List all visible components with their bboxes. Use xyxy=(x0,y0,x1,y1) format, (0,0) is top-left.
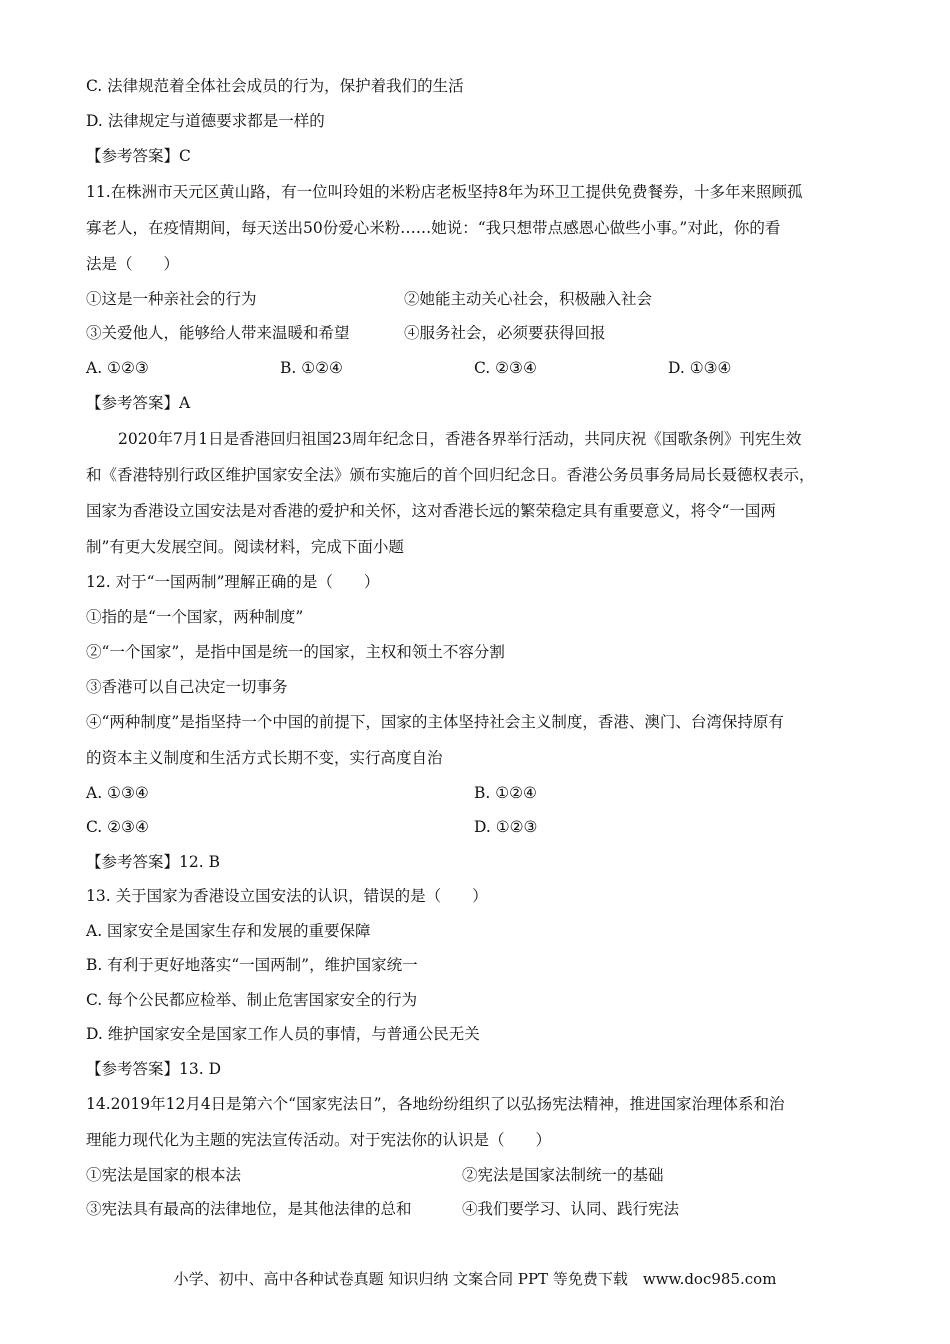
material-line3: 国家为香港设立国安法是对香港的爱护和关怀，这对香港长远的繁荣稳定具有重要意义，将令“一国两 xyxy=(86,502,776,520)
question-12-statement-1: ①指的是“一个国家，两种制度” xyxy=(86,608,304,626)
statement-3: ③关爱他人，能够给人带来温暖和希望 xyxy=(86,324,350,342)
material-line4: 制”有更大发展空间。阅读材料，完成下面小题 xyxy=(86,538,404,556)
material-line2: 和《香港特别行政区维护国家安全法》颁布实施后的首个回归纪念日。香港公务员事务局局长聂德权表示， xyxy=(86,466,815,484)
statement-2: ②宪法是国家法制统一的基础 xyxy=(462,1166,664,1184)
answer-13: 【参考答案】13. D xyxy=(86,1060,222,1078)
question-12: 12. 对于“一国两制”理解正确的是（ ） xyxy=(86,573,380,591)
answer-10: 【参考答案】C xyxy=(86,147,191,165)
answer-11: 【参考答案】A xyxy=(86,394,191,412)
question-12-statement-3: ③香港可以自己决定一切事务 xyxy=(86,678,288,696)
question-13: 13. 关于国家为香港设立国安法的认识，错误的是（ ） xyxy=(86,887,488,905)
statement-1: ①宪法是国家的根本法 xyxy=(86,1166,242,1184)
statement-3: ③宪法具有最高的法律地位，是其他法律的总和 xyxy=(86,1200,412,1218)
statement-2: ②她能主动关心社会，积极融入社会 xyxy=(404,290,653,308)
question-13-choice-b: B. 有利于更好地落实“一国两制”，维护国家统一 xyxy=(86,956,418,974)
choice-d: D. ①②③ xyxy=(474,818,538,836)
option-c-text: C. 法律规范着全体社会成员的行为，保护着我们的生活 xyxy=(86,77,464,95)
choice-b: B. ①②④ xyxy=(280,359,343,377)
question-11-line2: 寡老人，在疫情期间，每天送出50份爱心米粉……她说：“我只想带点感恩心做些小事。”对此，你的看 xyxy=(86,219,781,237)
material-line1: 2020年7月1日是香港回归祖国23周年纪念日，香港各界举行活动，共同庆祝《国歌条例》刊宪生效 xyxy=(118,430,802,448)
statement-4: ④我们要学习、认同、践行宪法 xyxy=(462,1200,680,1218)
answer-12: 【参考答案】12. B xyxy=(86,853,220,871)
option-d-text: D. 法律规定与道德要求都是一样的 xyxy=(86,112,325,130)
question-11-line1: 11.在株洲市天元区黄山路，有一位叫玲姐的米粉店老板坚持8年为环卫工提供免费餐券，十多年来照顾孤 xyxy=(86,183,803,201)
question-12-statement-4-line1: ④“两种制度”是指坚持一个中国的前提下，国家的主体坚持社会主义制度，香港、澳门、台湾保持原有 xyxy=(86,713,784,731)
question-13-choice-d: D. 维护国家安全是国家工作人员的事情，与普通公民无关 xyxy=(86,1025,480,1043)
question-12-statement-2: ②“一个国家”，是指中国是统一的国家，主权和领土不容分割 xyxy=(86,643,505,661)
choice-a: A. ①③④ xyxy=(86,784,149,802)
question-14-line1: 14.2019年12月4日是第六个“国家宪法日”，各地纷纷组织了以弘扬宪法精神，推进国家治理体系和治 xyxy=(86,1095,785,1113)
choice-c: C. ②③④ xyxy=(474,359,537,377)
question-13-choice-c: C. 每个公民都应检举、制止危害国家安全的行为 xyxy=(86,991,418,1009)
page-footer: 小学、初中、高中各种试卷真题 知识归纳 文案合同 PPT 等免费下载 www.doc985.com xyxy=(173,1270,777,1288)
question-11-line3: 法是（ ） xyxy=(86,255,180,273)
choice-a: A. ①②③ xyxy=(86,359,149,377)
choice-c: C. ②③④ xyxy=(86,818,149,836)
choice-b: B. ①②④ xyxy=(474,784,537,802)
question-14-line2: 理能力现代化为主题的宪法宣传活动。对于宪法你的认识是（ ） xyxy=(86,1131,552,1149)
question-12-statement-4-line2: 的资本主义制度和生活方式长期不变，实行高度自治 xyxy=(86,749,443,767)
choice-d: D. ①③④ xyxy=(668,359,732,377)
statement-1: ①这是一种亲社会的行为 xyxy=(86,290,257,308)
statement-4: ④服务社会，必须要获得回报 xyxy=(404,324,606,342)
question-13-choice-a: A. 国家安全是国家生存和发展的重要保障 xyxy=(86,922,371,940)
